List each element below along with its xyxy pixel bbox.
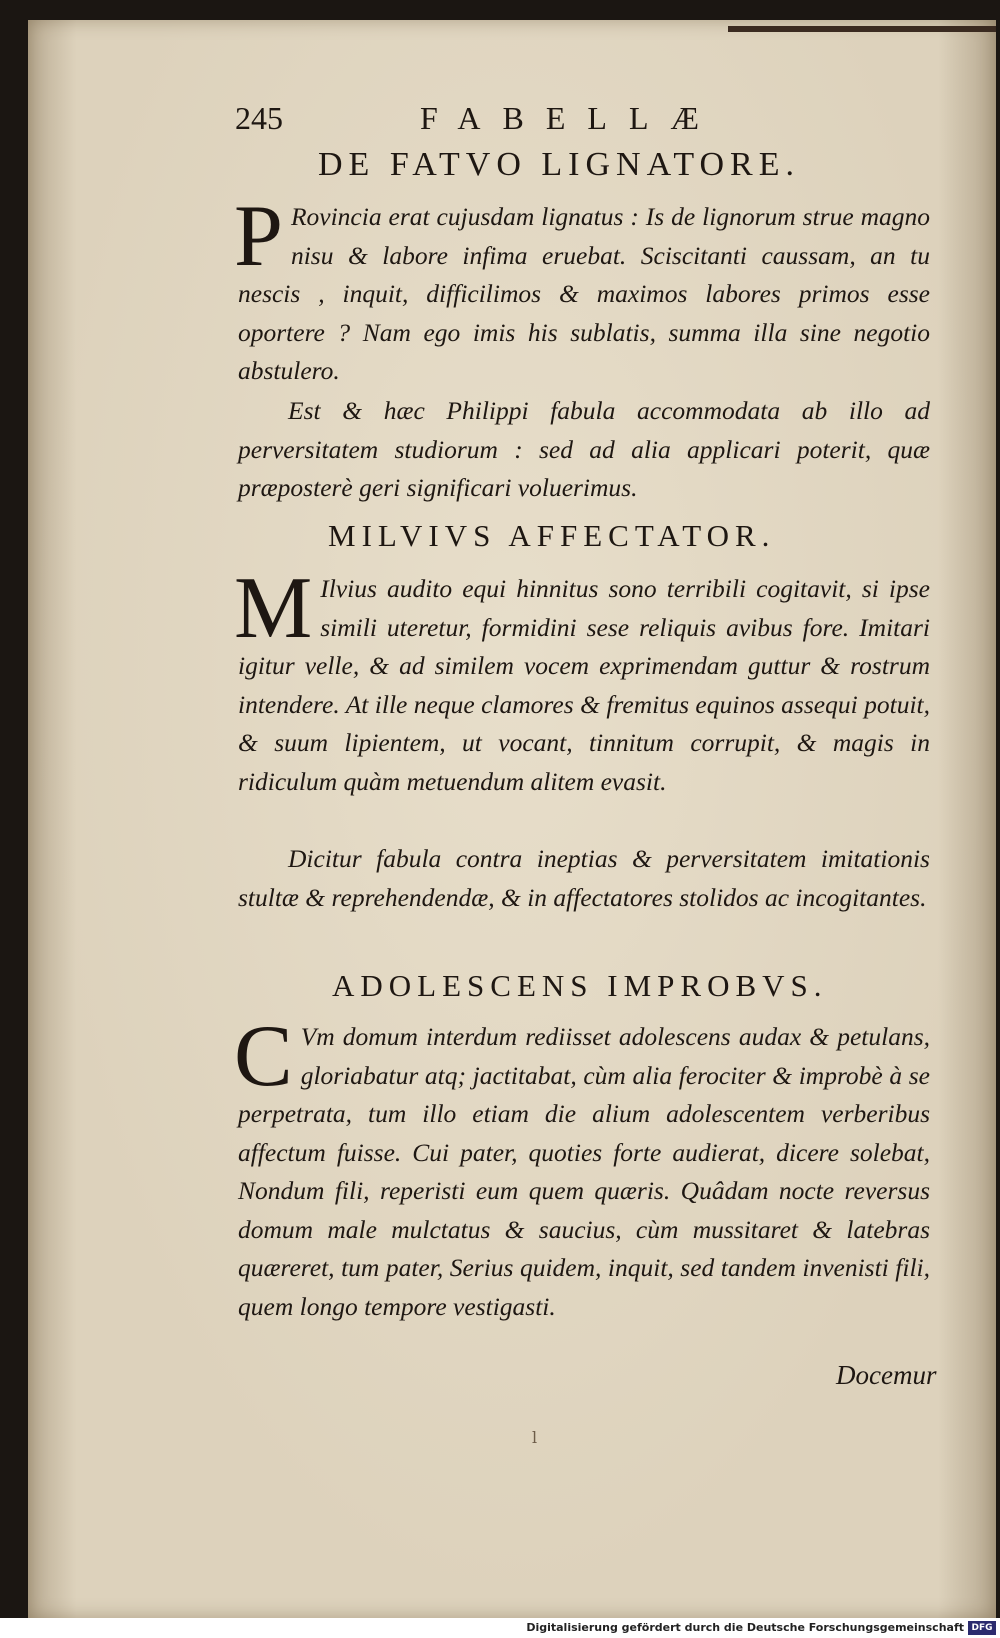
fable-moral: Est & hæc Philippi fabula accommodata ab illo ad perversitatem studiorum : sed ad alia applicari poterit, quæ præposterè geri significari voluerimus. [238,396,930,502]
fable-title: DE FATVO LIGNATORE. [318,146,801,183]
signature-mark: l [532,1428,538,1447]
paragraph-text: Rovincia erat cujusdam lignatus : Is de lignorum strue magno nisu & labore infima eruebat. Sciscitanti caussam, an tu nescis , inquit, difficilimos & maximos labores primos esse oportere ? Nam ego imis his sublatis, summa illa sine negotio abstulero. [238,202,930,385]
dfg-logo: DFG [968,1621,996,1635]
page-edge-mark [728,26,996,32]
fable-title: MILVIVS AFFECTATOR. [328,518,776,553]
fable-paragraph [234,1008,930,1326]
drop-cap: P [234,188,283,285]
paragraph-text: Ilvius audito equi hinnitus sono terribili cogitavit, si ipse simili uteretur, formidini sese reliquis avibus fore. Imitari igitur velle, & ad similem vocem exprimendam guttur & rostrum intendere. At ille neque clamores & fremitus equinos assequi potuit, & suum lipientem, ut vocant, tinnitum corrupit, & magis in ridiculum quàm metuendum alitem evasit. [238,574,930,796]
drop-cap: M [234,560,313,657]
fable-paragraph [234,188,930,391]
footer-bar [0,1618,1000,1638]
drop-cap: C [234,1008,293,1105]
page-header [235,100,935,140]
fable-moral: Dicitur fabula contra ineptias & perversitatem imitationis stultæ & reprehendendæ, & in affectatores stolidos ac incogitantes. [238,844,930,912]
footer-credit: Digitalisierung gefördert durch die Deutsche Forschungsgemeinschaft [526,1621,964,1634]
fable-title: ADOLESCENS IMPROBVS. [332,968,828,1003]
catchword: Docemur [836,1360,937,1390]
paragraph-text: Vm domum interdum rediisset adolescens audax & petulans, gloriabatur atq; jactitabat, cùm alia ferociter & improbè à se perpetrata, tum illo etiam die alium adolescentem verberibus affectum fuisse. Cui pater, quoties forte audierat, dicere solebat, Nondum fili, reperisti eum quem quæris. Quâdam nocte reversus domum male mulctatus & saucius, cùm mussitaret & latebras quæreret, tum pater, Serius quidem, inquit, sed tandem invenisti fili, quem longo tempore vestigasti. [238,1022,930,1321]
fable-paragraph [234,560,930,801]
page-number: 245 [235,100,283,136]
running-title: FABELLÆ [420,100,721,136]
